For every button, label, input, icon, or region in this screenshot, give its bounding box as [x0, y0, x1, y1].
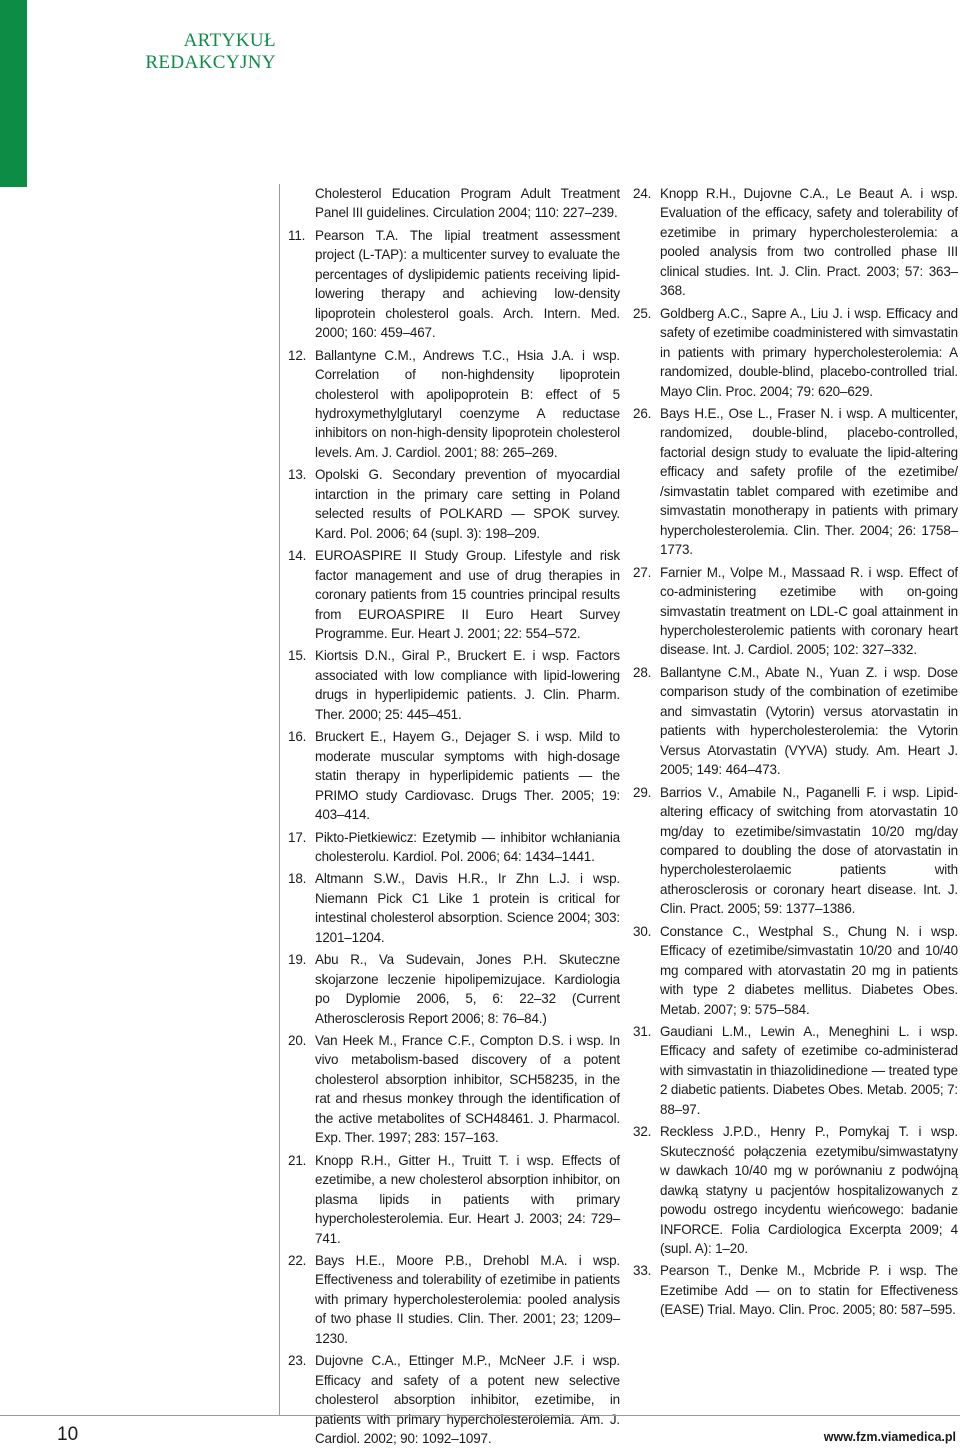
- vertical-rule: [279, 184, 280, 1416]
- reference-text: Bays H.E., Ose L., Fraser N. i wsp. A multicenter, randomized, double-blind, placebo-controlled, factorial design study to evaluate the lipid-altering efficacy and safety profile of the ezetimibe/ /simvastatin tablet compared with ezetimibe and simvastatin monotherapy in patients with primary hypercholesterolemia. Clin. Ther. 2004; 26: 1758–1773.: [660, 405, 958, 558]
- reference-number: 18.: [288, 871, 307, 887]
- references-left-column: [288, 184, 620, 1449]
- reference-item: [288, 1351, 620, 1448]
- reference-text: Dujovne C.A., Ettinger M.P., McNeer J.F. i wsp. Efficacy and safety of a potent new selective cholesterol absorption inhibitor, ezetimibe, in patients with primary hypercholesterolemia. Am. J. Cardiol. 2002; 90: 1092–1097.: [315, 1353, 620, 1447]
- references-right-column: [633, 184, 958, 1320]
- page-number: 10: [57, 1424, 79, 1445]
- reference-text: Knopp R.H., Dujovne C.A., Le Beaut A. i wsp. Evaluation of the efficacy, safety and tolerability of ezetimibe in primary hypercholesterolemia: a pooled analysis from two controlled phase III clinical studies. Int. J. Clin. Pract. 2003; 57: 363–368.: [660, 186, 958, 299]
- reference-item: [288, 950, 620, 1028]
- reference-number: 33.: [633, 1263, 652, 1279]
- section-color-bar: [0, 0, 27, 187]
- reference-text: Knopp R.H., Gitter H., Truitt T. i wsp. Effects of ezetimibe, a new cholesterol absorption inhibitor, on plasma lipids in patients with primary hypercholesterolemia. Eur. Heart J. 2003; 24: 729–741.: [315, 1152, 620, 1246]
- reference-item: [288, 546, 620, 643]
- reference-text: Pikto-Pietkiewicz: Ezetymib — inhibitor wchłaniania cholesterolu. Kardiol. Pol. 2006; 64: 1434–1441.: [315, 829, 620, 864]
- reference-text: Van Heek M., France C.F., Compton D.S. i wsp. In vivo metabolism-based discovery of a potent cholesterol absorption inhibitor, SCH58235, in the rat and rhesus monkey through the identification of the active metabolites of SCH48461. J. Pharmacol. Exp. Ther. 1997; 283: 157–163.: [315, 1033, 620, 1146]
- reference-number: 28.: [633, 664, 652, 680]
- reference-item: [288, 1151, 620, 1248]
- reference-text: Goldberg A.C., Sapre A., Liu J. i wsp. Efficacy and safety of ezetimibe coadministered with simvastatin in patients with primary hypercholesterolemia: A randomized, double-blind, placebo-controlled trial. Mayo Clin. Proc. 2004; 79: 620–629.: [660, 305, 958, 399]
- reference-item: [288, 346, 620, 463]
- section-label: ARTYKUŁ REDAKCYJNY: [145, 30, 276, 73]
- reference-text: Farnier M., Volpe M., Massaad R. i wsp. Effect of co-administering ezetimibe with on-going simvastatin treatment on LDL-C goal attainment in hypercholesterolemic patients with coronary heart disease. Int. J. Cardiol. 2005; 102: 327–332.: [660, 564, 958, 658]
- reference-number: 29.: [633, 784, 652, 800]
- reference-text: Ballantyne C.M., Abate N., Yuan Z. i wsp. Dose comparison study of the combination of ezetimibe and simvastatin (Vytorin) versus atorvastatin in patients with hypercholesterolemia: the Vytorin Versus Atorvastatin (VYVA) study. Am. Heart J. 2005; 149: 464–473.: [660, 664, 958, 778]
- reference-text: Abu R., Va Sudevain, Jones P.H. Skuteczne skojarzone leczenie hipolipemizujace. Kardiologia po Dyplomie 2006, 5, 6: 22–32 (Current Atherosclerosis Report 2006; 8: 76–84.): [315, 952, 620, 1026]
- reference-item: [633, 304, 958, 401]
- reference-item: [633, 1122, 958, 1258]
- reference-item: [633, 563, 958, 660]
- reference-number: 12.: [288, 347, 307, 363]
- reference-text: Constance C., Westphal S., Chung N. i wsp. Efficacy of ezetimibe/simvastatin 10/20 and 10/40 mg compared with atorvastatin 20 mg in patients with type 2 diabetes mellitus. Diabetes Obes. Metab. 2007; 9: 575–584.: [660, 923, 958, 1017]
- reference-item: [633, 922, 958, 1019]
- reference-number: 11.: [288, 227, 306, 243]
- reference-text: Opolski G. Secondary prevention of myocardial intarction in the primary care setting in Poland selected results of POLKARD — SPOK survey. Kard. Pol. 2006; 64 (supl. 3): 198–209.: [315, 467, 620, 541]
- reference-number: 16.: [288, 729, 307, 745]
- reference-number: 21.: [288, 1152, 307, 1168]
- reference-item: [633, 663, 958, 780]
- reference-text: Altmann S.W., Davis H.R., Ir Zhn L.J. i wsp. Niemann Pick C1 Like 1 protein is critical for intestinal cholesterol absorption. Science 2004; 303: 1201–1204.: [315, 871, 620, 945]
- reference-number: 23.: [288, 1353, 307, 1369]
- reference-number: 19.: [288, 952, 307, 968]
- reference-text: Pearson T., Denke M., Mcbride P. i wsp. The Ezetimibe Add — on to statin for Effectiveness (EASE) Trial. Mayo. Clin. Proc. 2005; 80: 587–595.: [660, 1263, 958, 1318]
- reference-number: 13.: [288, 467, 307, 483]
- reference-item: [288, 465, 620, 543]
- reference-item: [288, 727, 620, 824]
- reference-number: 26.: [633, 405, 652, 421]
- reference-item: [288, 226, 620, 343]
- reference-text: Bays H.E., Moore P.B., Drehobl M.A. i wsp. Effectiveness and tolerability of ezetimibe in patients with primary hypercholesterolemia: pooled analysis of two phase II studies. Clin. Ther. 2001; 23; 1209–1230.: [315, 1253, 620, 1346]
- reference-text: Kiortsis D.N., Giral P., Bruckert E. i wsp. Factors associated with low compliance with lipid-lowering drugs in hyperlipidemic patients. J. Clin. Pharm. Ther. 2000; 25: 445–451.: [315, 648, 620, 722]
- reference-item: [288, 1031, 620, 1148]
- reference-text: Pearson T.A. The lipial treatment assessment project (L-TAP): a multicenter survey to evaluate the percentages of dyslipidemic patients receiving lipid-lowering therapy and achieving low-density lipoprotein cholesterol goals. Arch. Intern. Med. 2000; 160: 459–467.: [315, 227, 620, 341]
- reference-item: [633, 1261, 958, 1319]
- reference-item: [288, 646, 620, 724]
- reference-item: [288, 828, 620, 867]
- reference-item: [633, 184, 958, 301]
- reference-item: [633, 1022, 958, 1119]
- reference-text: EUROASPIRE II Study Group. Lifestyle and risk factor management and use of drug therapies in coronary patients from 15 countries principal results from EUROASPIRE II Euro Heart Survey Programme. Eur. Heart J. 2001; 22: 554–572.: [315, 548, 620, 641]
- reference-number: 25.: [633, 305, 652, 321]
- reference-number: 32.: [633, 1124, 652, 1140]
- reference-text: Ballantyne C.M., Andrews T.C., Hsia J.A. i wsp. Correlation of non-highdensity lipoprotein cholesterol with apolipoprotein B: effect of 5 hydroxymethylglutaryl coenzyme A reductase inhibitors on non-high-density lipoprotein cholesterol levels. Am. J. Cardiol. 2001; 88: 265–269.: [315, 347, 620, 460]
- reference-text: Reckless J.P.D., Henry P., Pomykaj T. i wsp. Skuteczność połączenia ezetymibu/simwastatyny w dawkach 10/40 mg w porównaniu z podwójną dawką statyny u pacjentów hospitalizowanych z powodu ostrego incydentu wieńcowego: badanie INFORCE. Folia Cardiologica Excerpta 2009; 4 (supl. A): 1–20.: [660, 1124, 958, 1257]
- reference-text: Bruckert E., Hayem G., Dejager S. i wsp. Mild to moderate muscular symptoms with high-dosage statin therapy in hyperlipidemic patients — the PRIMO study Cardiovasc. Drugs Ther. 2005; 19: 403–414.: [315, 729, 620, 823]
- reference-number: 27.: [633, 564, 652, 580]
- footer-rule: [0, 1415, 960, 1416]
- reference-item: [633, 783, 958, 919]
- reference-text: Barrios V., Amabile N., Paganelli F. i wsp. Lipid-altering efficacy of switching from atorvastatin 10 mg/day to ezetimibe/simvastatin 10/20 mg/day compared to doubling the dose of atorvastatin in hypercholesterolaemic patients with atherosclerosis or coronary heart disease. Int. J. Clin. Pract. 2005; 59: 1377–1386.: [660, 784, 958, 917]
- reference-item: [633, 404, 958, 560]
- reference-number: 17.: [288, 829, 307, 845]
- reference-number: 14.: [288, 548, 307, 564]
- reference-item: [288, 1251, 620, 1348]
- reference-number: 22.: [288, 1253, 307, 1269]
- reference-item: [288, 869, 620, 947]
- reference-number: 20.: [288, 1033, 307, 1049]
- reference-number: 31.: [633, 1024, 652, 1040]
- reference-number: 24.: [633, 186, 652, 201]
- reference-continuation: Cholesterol Education Program Adult Treatment Panel III guidelines. Circulation 2004; 110: 227–239.: [315, 186, 620, 221]
- reference-number: 15.: [288, 648, 307, 664]
- reference-text: Gaudiani L.M., Lewin A., Meneghini L. i wsp. Efficacy and safety of ezetimibe co-administerad with simvastatin in thiazolidinedione — treated type 2 diabetic patients. Diabetes Obes. Metab. 2005; 7: 88–97.: [660, 1024, 958, 1117]
- footer-website-link[interactable]: www.fzm.viamedica.pl: [823, 1430, 956, 1444]
- reference-number: 30.: [633, 923, 652, 939]
